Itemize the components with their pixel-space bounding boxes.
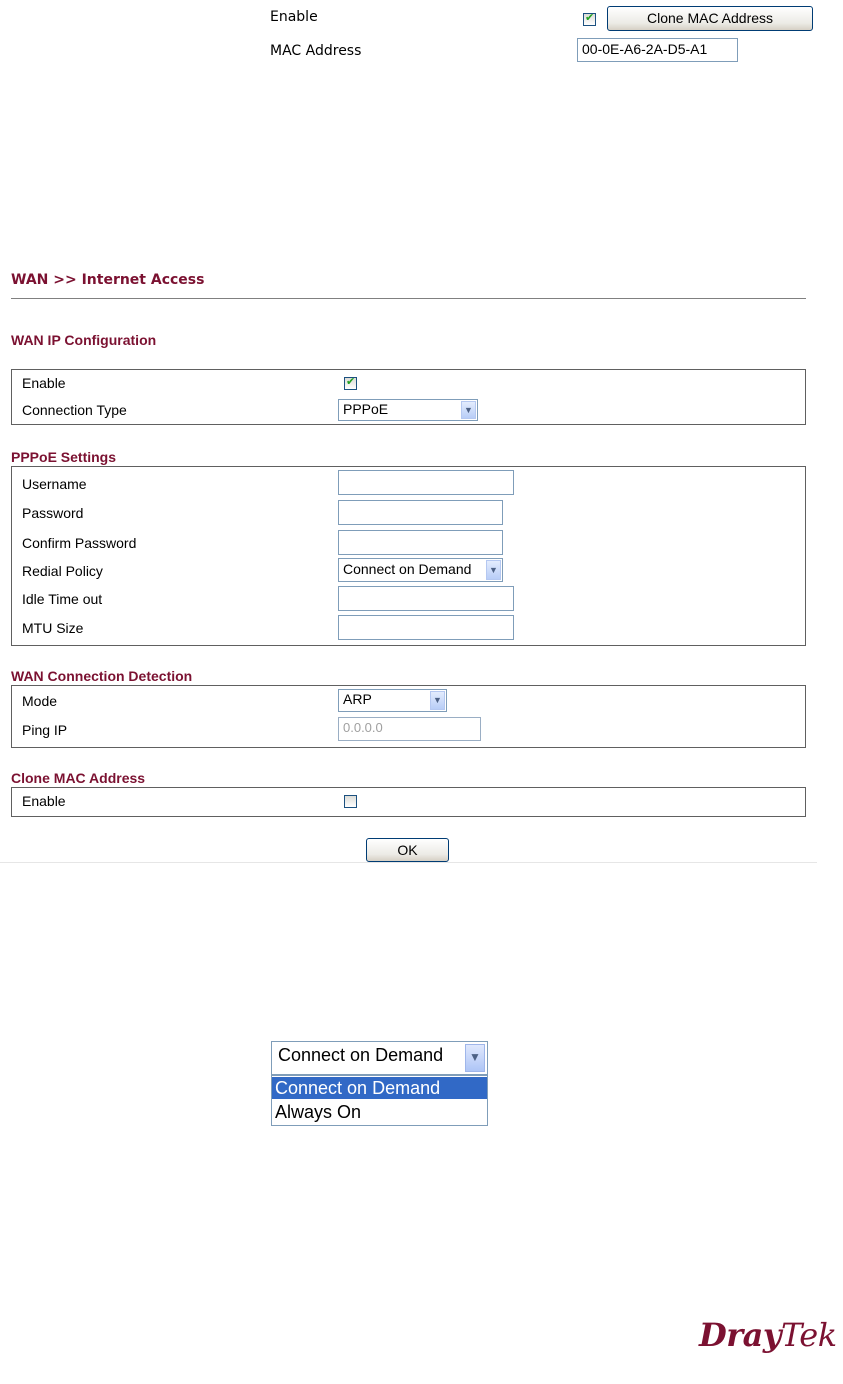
username-label: Username [22, 476, 87, 492]
redial-policy-select[interactable] [338, 558, 503, 582]
clone-mac-enable-label: Enable [22, 793, 66, 809]
wan-enable-checkbox[interactable] [344, 377, 357, 390]
connection-type-value: PPPoE [343, 401, 389, 417]
wan-enable-label: Enable [22, 375, 66, 391]
mode-select[interactable] [338, 689, 447, 712]
page-title: WAN >> Internet Access [11, 272, 205, 288]
chevron-down-icon[interactable]: ▼ [465, 1044, 485, 1072]
connection-type-label: Connection Type [22, 402, 127, 418]
check-icon: ✔ [585, 12, 595, 24]
idle-timeout-input[interactable] [338, 586, 514, 611]
top-enable-label: Enable [270, 9, 318, 25]
clone-mac-box [11, 787, 806, 817]
wan-detection-title: WAN Connection Detection [11, 668, 193, 684]
redial-dropdown-selected-value: Connect on Demand [278, 1045, 444, 1065]
mode-label: Mode [22, 693, 58, 709]
confirm-password-label: Confirm Password [22, 535, 137, 551]
redial-policy-dropdown-zoom[interactable] [271, 1041, 488, 1075]
wan-ip-config-title: WAN IP Configuration [11, 332, 157, 348]
ok-button[interactable]: OK [366, 838, 449, 862]
bottom-divider [0, 862, 817, 863]
ping-ip-input[interactable]: 0.0.0.0 [338, 717, 481, 741]
redial-dropdown-options [271, 1075, 488, 1126]
redial-policy-value: Connect on Demand [343, 561, 472, 577]
mtu-size-input[interactable] [338, 615, 514, 640]
pppoe-settings-title: PPPoE Settings [11, 449, 117, 465]
mac-address-field[interactable]: 00-0E-A6-2A-D5-A1 [577, 38, 738, 62]
mode-value: ARP [343, 691, 372, 707]
chevron-down-icon[interactable]: ▼ [486, 560, 501, 580]
top-enable-checkbox[interactable] [583, 13, 596, 26]
logo-brand-a: Dray [699, 1316, 781, 1354]
ping-ip-label: Ping IP [22, 722, 68, 738]
username-input[interactable] [338, 470, 514, 495]
password-label: Password [22, 505, 84, 521]
idle-timeout-label: Idle Time out [22, 591, 103, 607]
draytek-logo [699, 1316, 837, 1354]
password-input[interactable] [338, 500, 503, 525]
mtu-size-label: MTU Size [22, 620, 84, 636]
clone-mac-enable-checkbox[interactable] [344, 795, 357, 808]
chevron-down-icon[interactable]: ▼ [430, 691, 445, 710]
redial-policy-label: Redial Policy [22, 563, 103, 579]
confirm-password-input[interactable] [338, 530, 503, 555]
chevron-down-icon[interactable]: ▼ [461, 401, 476, 419]
top-mac-address-label: MAC Address [270, 43, 362, 59]
dropdown-option-connect-on-demand[interactable]: Connect on Demand [272, 1077, 487, 1099]
check-icon: ✔ [346, 376, 356, 388]
dropdown-option-always-on[interactable]: Always On [275, 1102, 362, 1122]
clone-mac-title: Clone MAC Address [11, 770, 146, 786]
title-divider [11, 298, 806, 299]
logo-brand-b: Tek [780, 1316, 837, 1354]
connection-type-select[interactable] [338, 399, 478, 421]
clone-mac-address-button[interactable]: Clone MAC Address [607, 6, 813, 31]
